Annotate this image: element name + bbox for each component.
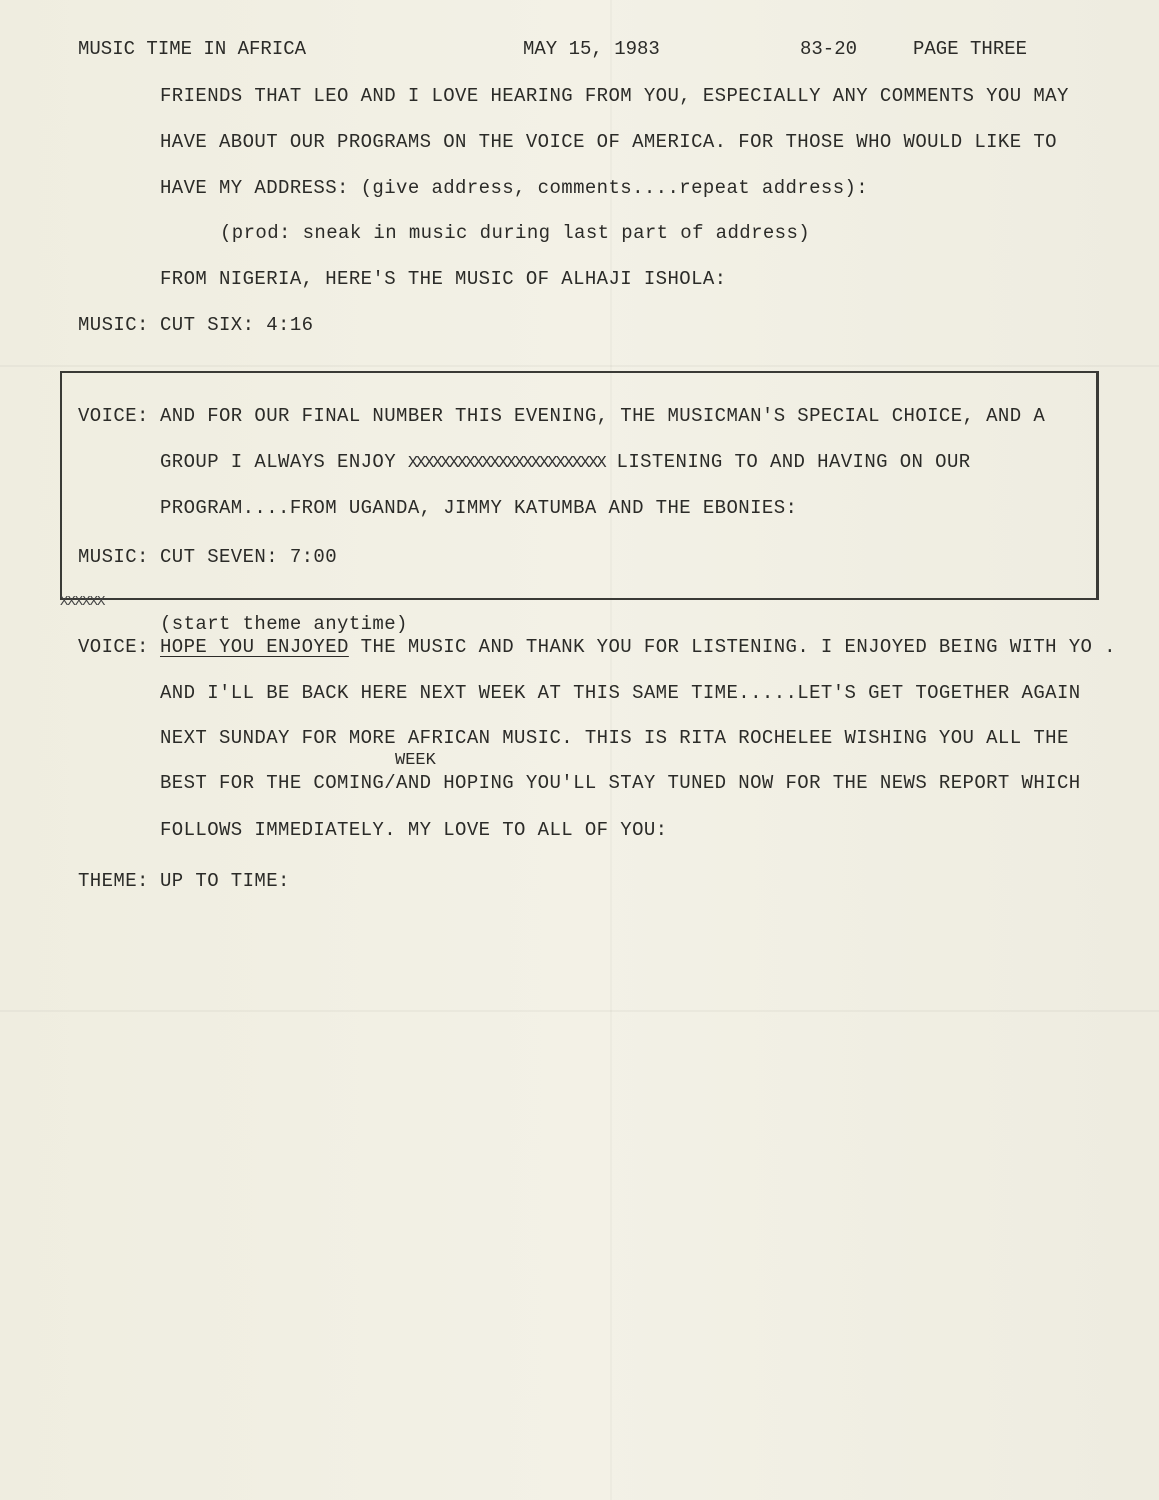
script-line: [160, 451, 971, 473]
script-text: THE MUSIC AND THANK YOU FOR LISTENING. I ENJOYED BEING WITH YO .: [348, 636, 1116, 658]
music-cue: CUT SIX: 4:16: [160, 314, 314, 336]
fold-line: [0, 365, 1159, 367]
page-number: PAGE THREE: [913, 38, 1028, 60]
fold-line: [0, 1010, 1159, 1012]
script-code: 83-20: [800, 38, 858, 60]
cue-label: VOICE:: [78, 405, 149, 427]
cue-label: THEME:: [78, 870, 149, 892]
script-line: PROGRAM....FROM UGANDA, JIMMY KATUMBA AND THE EBONIES:: [160, 497, 798, 519]
music-cue: CUT SEVEN: 7:00: [160, 546, 338, 568]
cue-label: MUSIC:: [78, 314, 149, 336]
script-line: FROM NIGERIA, HERE'S THE MUSIC OF ALHAJI ISHOLA:: [160, 268, 727, 290]
struck-out-mark: XXXXXX: [60, 594, 105, 610]
theme-note: (start theme anytime): [160, 613, 408, 635]
script-line: HAVE MY ADDRESS: (give address, comments....repeat address):: [160, 177, 869, 199]
struck-out-text: XXXXXXXXXXXXXXXXXXXXXXXX: [407, 454, 605, 473]
script-line: [160, 636, 1116, 658]
script-text: GROUP I ALWAYS ENJOY: [160, 451, 397, 473]
script-date: MAY 15, 1983: [523, 38, 660, 60]
script-line: HAVE ABOUT OUR PROGRAMS ON THE VOICE OF AMERICA. FOR THOSE WHO WOULD LIKE TO: [160, 131, 1057, 153]
cue-label: VOICE:: [78, 636, 149, 658]
script-line: AND I'LL BE BACK HERE NEXT WEEK AT THIS SAME TIME.....LET'S GET TOGETHER AGAIN: [160, 682, 1081, 704]
production-note: (prod: sneak in music during last part of address): [220, 222, 811, 244]
script-line: FOLLOWS IMMEDIATELY. MY LOVE TO ALL OF YOU:: [160, 819, 668, 841]
script-line: NEXT SUNDAY FOR MORE AFRICAN MUSIC. THIS IS RITA ROCHELEE WISHING YOU ALL THE: [160, 727, 1069, 749]
program-title: MUSIC TIME IN AFRICA: [78, 38, 307, 60]
script-line: BEST FOR THE COMING/AND HOPING YOU'LL STAY TUNED NOW FOR THE NEWS REPORT WHICH: [160, 772, 1081, 794]
theme-cue: UP TO TIME:: [160, 870, 290, 892]
script-line: AND FOR OUR FINAL NUMBER THIS EVENING, THE MUSICMAN'S SPECIAL CHOICE, AND A: [160, 405, 1046, 427]
script-text: LISTENING TO AND HAVING ON OUR: [616, 451, 971, 473]
script-line: FRIENDS THAT LEO AND I LOVE HEARING FROM YOU, ESPECIALLY ANY COMMENTS YOU MAY: [160, 85, 1069, 107]
inserted-word: WEEK: [395, 751, 436, 770]
underlined-text: HOPE YOU ENJOYED: [160, 636, 349, 658]
cue-label: MUSIC:: [78, 546, 149, 568]
